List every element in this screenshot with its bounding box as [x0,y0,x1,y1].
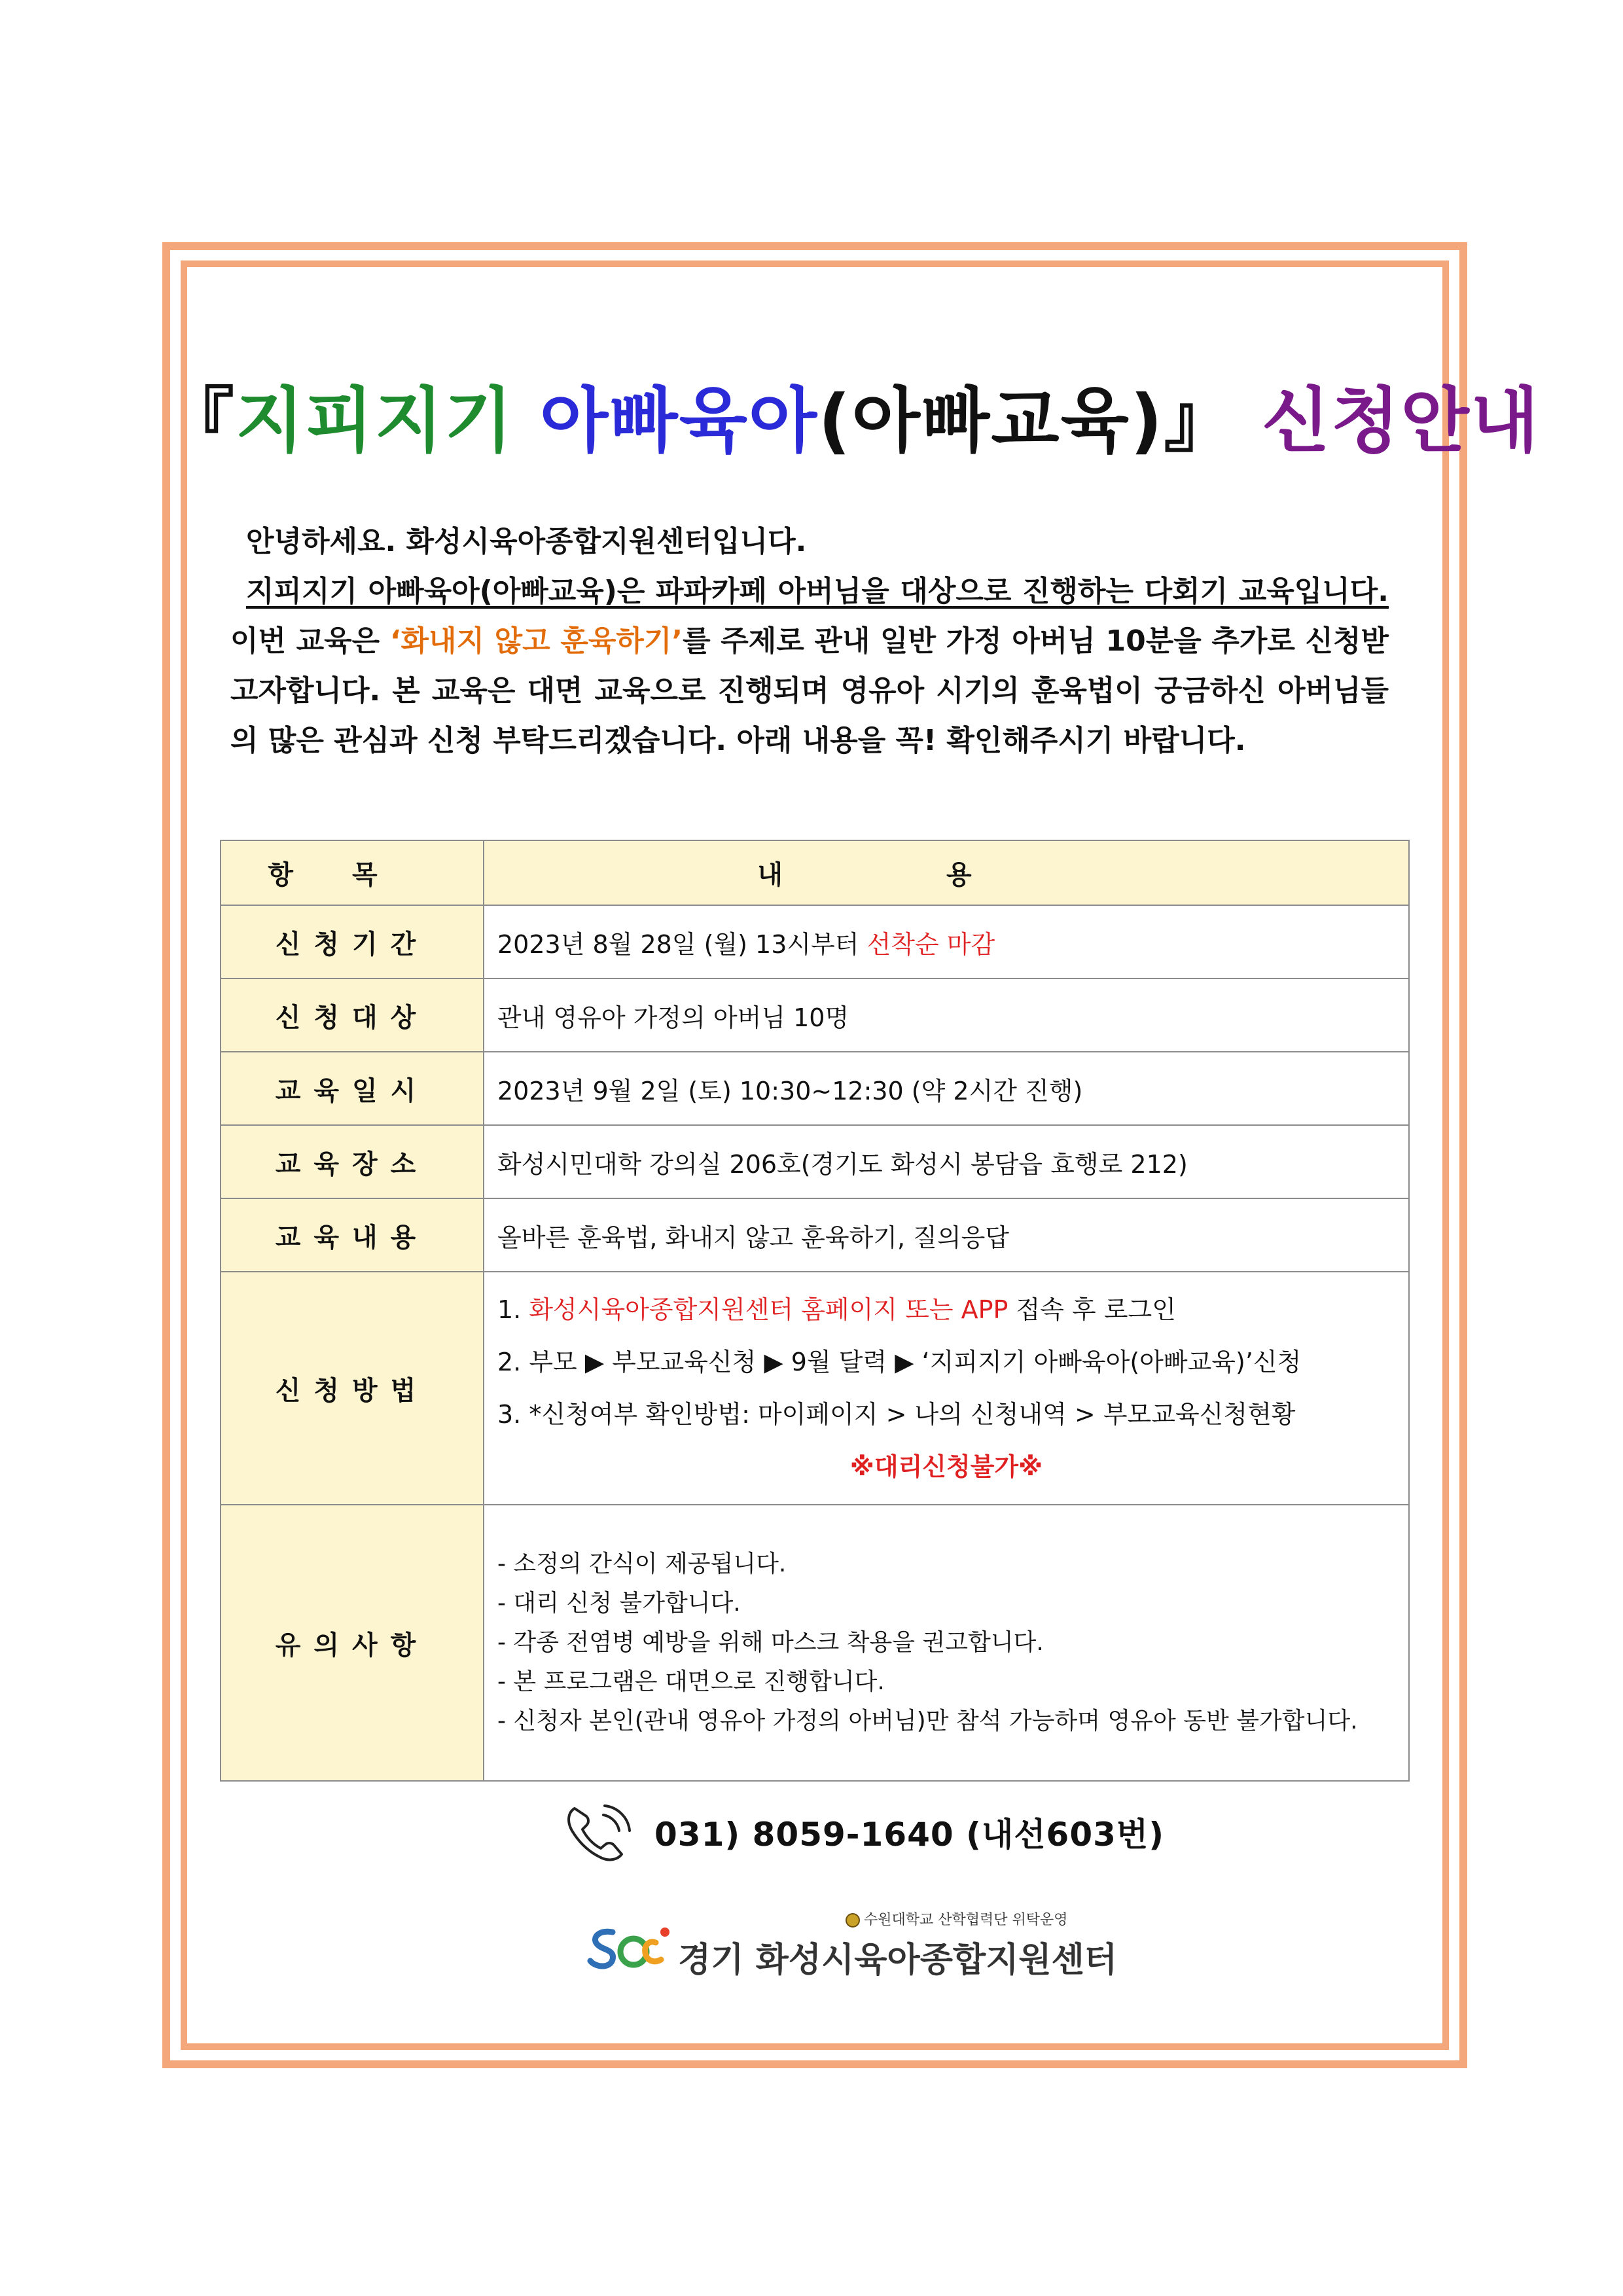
operator-note [846,1909,1068,1929]
intro-text-b: 를 주제로 관내 일반 가정 아버님 10분을 추가로 신청받고자합니다. 본 교육은 대면 교육으로 진행되며 영유아 시기의 훈육법이 궁금하신 아버님들의 많은 관심과 신청 부탁드리겠습니다. 아래 내용을 꼭! 확인해주시기 바랍니다. [230,624,1389,757]
list-item: - 신청자 본인(관내 영유아 가정의 아버님)만 참석 가능하며 영유아 동반 불가합니다. [497,1708,1358,1734]
intro-paragraph [230,517,1389,766]
row-target [221,978,1409,1052]
university-emblem-icon [846,1913,860,1928]
contact-line [563,1796,1164,1868]
table-header-row [221,840,1409,905]
list-item: - 각종 전염병 예방을 위해 마스크 착용을 권고합니다. [497,1629,1044,1656]
target-value: 관내 영유아 가정의 아버님 10명 [484,978,1409,1052]
datetime-value: 2023년 9월 2일 (토) 10:30~12:30 (약 2시간 진행) [484,1052,1409,1125]
page-title [164,364,1541,465]
period-value [484,905,1409,978]
list-item: - 대리 신청 불가합니다. [497,1590,741,1617]
method-step-2: 2. 부모 ▶ 부모교육신청 ▶ 9월 달력 ▶ ‘지피지기 아빠육아(아빠교육)’신청 [497,1348,1302,1376]
intro-theme-highlight: ‘화내지 않고 훈육하기’ [389,624,683,658]
place-value: 화성시민대학 강의실 206호(경기도 화성시 봉담읍 효행로 212) [484,1125,1409,1198]
method-step-1-highlight: 화성시육아종합지원센터 홈페이지 또는 APP [529,1295,1008,1324]
notes-value [484,1505,1409,1781]
content-value: 올바른 훈육법, 화내지 않고 훈육하기, 질의응답 [484,1198,1409,1272]
intro-greeting: 안녕하세요. 화성시육아종합지원센터입니다. [246,525,807,558]
row-content [221,1198,1409,1272]
intro-program-description: 지피지기 아빠육아(아빠교육)은 파파카페 아버님을 대상으로 진행하는 다회기 교육입니다. [246,575,1389,608]
title-part-application-guide: 신청안내 [1261,380,1541,462]
title-part-dad-parenting: 아빠육아 [539,380,819,462]
method-proxy-note: ※대리신청불가※ [849,1452,1043,1481]
title-part-program: 지피지기 [236,380,540,462]
center-logo [586,1909,1118,1981]
method-step-1-rest: 접속 후 로그인 [1008,1295,1176,1324]
method-step-1-number: 1. [497,1295,529,1324]
title-bracket-open: 『 [164,380,236,462]
datetime-label: 교육일시 [221,1052,484,1125]
period-highlight: 선착순 마감 [866,929,995,959]
period-label: 신청기간 [221,905,484,978]
header-label: 항목 [221,840,484,905]
notes-list [497,1545,1395,1741]
method-label: 신청방법 [221,1272,484,1505]
target-label: 신청대상 [221,978,484,1052]
row-place [221,1125,1409,1198]
center-logo-mark [586,1923,671,1975]
row-method [221,1272,1409,1505]
notes-label: 유의사항 [221,1505,484,1781]
list-item: - 소정의 간식이 제공됩니다. [497,1551,787,1577]
row-period [221,905,1409,978]
operator-text: 수원대학교 산학협력단 위탁운영 [864,1912,1068,1928]
title-bracket-close: 』 [1164,380,1262,462]
period-text: 2023년 8월 28일 (월) 13시부터 [497,929,867,959]
list-item: - 본 프로그램은 대면으로 진행합니다. [497,1668,885,1695]
method-step-3: 3. *신청여부 확인방법: 마이페이지 > 나의 신청내역 > 부모교육신청현황 [497,1400,1296,1429]
header-content: 내용 [484,840,1409,905]
phone-number: 031) 8059-1640 (내선603번) [654,1816,1165,1854]
title-part-dad-education: (아빠교육) [818,380,1164,462]
center-name: 경기 화성시육아종합지원센터 [678,1941,1118,1980]
method-value [484,1272,1409,1505]
row-notes [221,1505,1409,1781]
phone-icon [563,1799,635,1865]
content-label: 교육내용 [221,1198,484,1272]
info-table [220,840,1410,1782]
intro-text-a: 이번 교육은 [230,624,390,658]
row-datetime [221,1052,1409,1125]
method-step-1 [497,1283,1395,1336]
place-label: 교육장소 [221,1125,484,1198]
